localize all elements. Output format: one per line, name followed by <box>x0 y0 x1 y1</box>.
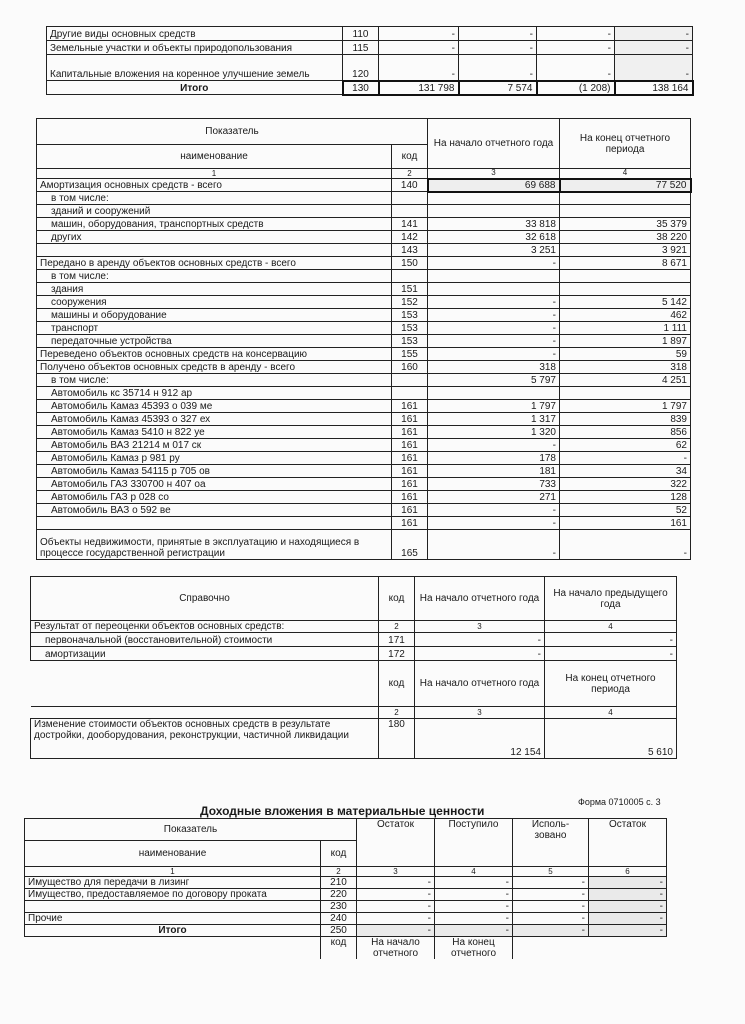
row-value: - <box>459 41 537 55</box>
section-title: Доходные вложения в материальные ценности <box>200 804 485 818</box>
row-code: 161 <box>392 413 428 426</box>
row-label: Автомобиль Камаз 45393 о 327 ех <box>37 413 392 426</box>
t4-header-indicator: Показатель <box>25 819 357 841</box>
row-value: - <box>537 55 615 81</box>
row-value: - <box>513 913 589 925</box>
reference-num-2: 2 <box>379 621 415 633</box>
form-label: Форма 0710005 с. 3 <box>578 797 661 807</box>
table-row <box>37 244 691 257</box>
row-value: - <box>379 27 459 41</box>
row-value: - <box>589 925 667 937</box>
row-value: 7 574 <box>459 81 537 95</box>
row-end: 318 <box>560 361 691 374</box>
header-num-4: 4 <box>560 169 691 179</box>
row-label: Прочие <box>25 913 321 925</box>
row-value: - <box>615 41 693 55</box>
reference-table <box>30 576 677 759</box>
row-label: сооружения <box>37 296 392 309</box>
table-row <box>37 348 691 361</box>
row-start: - <box>428 309 560 322</box>
row-start: 5 797 <box>428 374 560 387</box>
row-label: Автомобиль Камаз 54115 р 705 ов <box>37 465 392 478</box>
table-row <box>37 387 691 400</box>
row-start <box>428 192 560 205</box>
row-label <box>37 244 392 257</box>
table-row <box>37 517 691 530</box>
revaluation-initial-prev: - <box>545 633 677 647</box>
row-end: 5 142 <box>560 296 691 309</box>
row-code: 153 <box>392 309 428 322</box>
realty-start: - <box>428 530 560 560</box>
table-row <box>47 41 693 55</box>
row-code: 153 <box>392 322 428 335</box>
row-label: здания <box>37 283 392 296</box>
row-end <box>560 283 691 296</box>
row-label: Передано в аренду объектов основных средств - всего <box>37 257 392 270</box>
table-row <box>37 504 691 517</box>
table-row <box>25 913 667 925</box>
blank-cell <box>31 707 379 719</box>
header-start: На начало отчетного года <box>428 119 560 169</box>
row-label: Автомобиль ВАЗ 21214 м 017 ск <box>37 439 392 452</box>
t4-num-4: 4 <box>435 867 513 877</box>
table-row <box>37 296 691 309</box>
table-row <box>37 335 691 348</box>
row-code <box>392 205 428 218</box>
header-num-1: 1 <box>37 169 392 179</box>
row-code: 220 <box>321 889 357 901</box>
row-code: 210 <box>321 877 357 889</box>
header-num-3: 3 <box>428 169 560 179</box>
table-row <box>47 55 693 81</box>
row-value: 131 798 <box>379 81 459 95</box>
row-label: Получено объектов основных средств в аренду - всего <box>37 361 392 374</box>
row-start: - <box>428 296 560 309</box>
row-code: 161 <box>392 452 428 465</box>
table-row <box>37 270 691 283</box>
row-label: Итого <box>47 81 343 95</box>
row-code: 142 <box>392 231 428 244</box>
row-label: Автомобиль ГАЗ 330700 н 407 оа <box>37 478 392 491</box>
row-label: машин, оборудования, транспортных средств <box>37 218 392 231</box>
row-code: 161 <box>392 517 428 530</box>
change-start-header: На начало отчетного года <box>415 661 545 707</box>
row-value: - <box>357 877 435 889</box>
row-code: 150 <box>392 257 428 270</box>
t4-header-received: Поступило <box>435 819 513 867</box>
table-row <box>37 322 691 335</box>
table-row <box>25 925 667 937</box>
row-code: 230 <box>321 901 357 913</box>
row-end: 8 671 <box>560 257 691 270</box>
row-value: - <box>589 877 667 889</box>
t4-num-6: 6 <box>589 867 667 877</box>
row-value: - <box>513 925 589 937</box>
row-label: Автомобиль ВАЗ о 592 ве <box>37 504 392 517</box>
row-end: 322 <box>560 478 691 491</box>
change-code-header: код <box>379 661 415 707</box>
row-value: - <box>615 27 693 41</box>
reference-code-header: код <box>379 577 415 621</box>
row-label: зданий и сооружений <box>37 205 392 218</box>
row-end: 128 <box>560 491 691 504</box>
change-num-3: 3 <box>415 707 545 719</box>
realty-end: - <box>560 530 691 560</box>
row-code: 161 <box>392 504 428 517</box>
header-name: наименование <box>37 145 392 169</box>
row-value: - <box>589 889 667 901</box>
row-start: - <box>428 348 560 361</box>
revaluation-initial-label: первоначальной (восстановительной) стоимости <box>31 633 379 647</box>
row-end: 77 520 <box>560 179 691 192</box>
row-value: - <box>435 925 513 937</box>
row-label: Имущество для передачи в лизинг <box>25 877 321 889</box>
row-end: 59 <box>560 348 691 361</box>
row-code <box>392 192 428 205</box>
revaluation-initial-start: - <box>415 633 545 647</box>
row-code <box>392 270 428 283</box>
row-end: 4 251 <box>560 374 691 387</box>
row-start: 181 <box>428 465 560 478</box>
row-start: 271 <box>428 491 560 504</box>
row-value: - <box>379 41 459 55</box>
change-end: 5 610 <box>545 719 677 759</box>
row-label: в том числе: <box>37 192 392 205</box>
row-label <box>37 517 392 530</box>
row-value: - <box>459 27 537 41</box>
table-row <box>37 374 691 387</box>
row-value: - <box>513 889 589 901</box>
row-end: 1 111 <box>560 322 691 335</box>
table-row <box>47 27 693 41</box>
row-start <box>428 387 560 400</box>
row-end: 1 797 <box>560 400 691 413</box>
t4-num-2: 2 <box>321 867 357 877</box>
row-code: 161 <box>392 400 428 413</box>
row-code: 155 <box>392 348 428 361</box>
t4-header-rest2: Остаток <box>589 819 667 867</box>
realty-code: 165 <box>392 530 428 560</box>
change-num-2: 2 <box>379 707 415 719</box>
row-value: - <box>459 55 537 81</box>
table-row <box>37 283 691 296</box>
row-label: Другие виды основных средств <box>47 27 343 41</box>
row-code: 240 <box>321 913 357 925</box>
row-code: 141 <box>392 218 428 231</box>
revaluation-amort-code: 172 <box>379 647 415 661</box>
row-code: 120 <box>343 55 379 81</box>
change-label: Изменение стоимости объектов основных средств в результате достройки, дооборудования, реконструкции, частичной ликвидации <box>31 719 379 759</box>
row-code: 130 <box>343 81 379 95</box>
row-value: - <box>589 901 667 913</box>
row-start: 32 618 <box>428 231 560 244</box>
row-label: Имущество, предоставляемое по договору проката <box>25 889 321 901</box>
row-label: Автомобиль Камаз 45393 о 039 ме <box>37 400 392 413</box>
reference-num-4: 4 <box>545 621 677 633</box>
reference-prev-header: На начало предыдущего года <box>545 577 677 621</box>
row-code: 140 <box>392 179 428 192</box>
t4-header-used: Исполь- зовано <box>513 819 589 867</box>
table-row <box>47 81 693 95</box>
row-start: - <box>428 322 560 335</box>
t4-footer-end: На конец отчетного <box>435 937 513 960</box>
row-value: - <box>435 877 513 889</box>
row-start: 69 688 <box>428 179 560 192</box>
row-code: 161 <box>392 478 428 491</box>
table-row <box>37 413 691 426</box>
t4-header-name: наименование <box>25 841 321 867</box>
row-value: - <box>513 901 589 913</box>
row-value: - <box>615 55 693 81</box>
table-row <box>37 478 691 491</box>
table-row <box>37 452 691 465</box>
row-start: - <box>428 517 560 530</box>
realty-label: Объекты недвижимости, принятые в эксплуатацию и находящиеся в процессе государственной регистрации <box>37 530 392 560</box>
header-code: код <box>392 145 428 169</box>
table-row <box>37 400 691 413</box>
header-num-2: 2 <box>392 169 428 179</box>
income-investments-table <box>24 818 667 959</box>
t4-num-3: 3 <box>357 867 435 877</box>
row-code <box>392 387 428 400</box>
row-start: 33 818 <box>428 218 560 231</box>
row-start: - <box>428 335 560 348</box>
t4-footer-code: код <box>321 937 357 960</box>
table-row <box>25 901 667 913</box>
row-start: - <box>428 439 560 452</box>
row-end: 52 <box>560 504 691 517</box>
row-start: 3 251 <box>428 244 560 257</box>
table-row <box>37 426 691 439</box>
row-start: - <box>428 504 560 517</box>
row-label: Земельные участки и объекты природопользования <box>47 41 343 55</box>
row-label: Переведено объектов основных средств на консервацию <box>37 348 392 361</box>
row-label: Амортизация основных средств - всего <box>37 179 392 192</box>
row-end: 1 897 <box>560 335 691 348</box>
reference-num-3: 3 <box>415 621 545 633</box>
header-end: На конец отчетного периода <box>560 119 691 169</box>
table-row <box>37 361 691 374</box>
table-row <box>37 491 691 504</box>
row-code: 143 <box>392 244 428 257</box>
row-code: 250 <box>321 925 357 937</box>
reference-start-header: На начало отчетного года <box>415 577 545 621</box>
row-code: 153 <box>392 335 428 348</box>
row-end: - <box>560 452 691 465</box>
row-start: 1 317 <box>428 413 560 426</box>
row-code: 151 <box>392 283 428 296</box>
reference-label: Справочно <box>31 577 379 621</box>
t4-footer-start: На начало отчетного <box>357 937 435 960</box>
table-row <box>37 179 691 192</box>
row-start <box>428 270 560 283</box>
row-code <box>392 374 428 387</box>
row-label: Автомобиль кс 35714 н 912 ар <box>37 387 392 400</box>
row-start <box>428 205 560 218</box>
revaluation-amort-start: - <box>415 647 545 661</box>
row-start: - <box>428 257 560 270</box>
row-value: - <box>435 889 513 901</box>
row-label: транспорт <box>37 322 392 335</box>
fixed-assets-table-tail <box>46 26 694 96</box>
row-start <box>428 283 560 296</box>
revaluation-initial-code: 171 <box>379 633 415 647</box>
change-code: 180 <box>379 719 415 759</box>
row-value: - <box>435 901 513 913</box>
table-row <box>37 231 691 244</box>
row-end: 161 <box>560 517 691 530</box>
row-start: 733 <box>428 478 560 491</box>
table-row <box>37 218 691 231</box>
table-row <box>37 192 691 205</box>
table-row <box>25 889 667 901</box>
row-label <box>25 901 321 913</box>
change-end-header: На конец отчетного периода <box>545 661 677 707</box>
row-value: (1 208) <box>537 81 615 95</box>
row-code: 161 <box>392 491 428 504</box>
row-label: Итого <box>25 925 321 937</box>
revaluation-amort-prev: - <box>545 647 677 661</box>
revaluation-title: Результат от переоценки объектов основных средств: <box>31 621 379 633</box>
row-code: 161 <box>392 465 428 478</box>
row-label: Капитальные вложения на коренное улучшение земель <box>47 55 343 81</box>
row-end: 34 <box>560 465 691 478</box>
row-code: 152 <box>392 296 428 309</box>
blank-cell <box>513 937 589 960</box>
row-code: 161 <box>392 439 428 452</box>
row-label: машины и оборудование <box>37 309 392 322</box>
blank-cell <box>31 661 379 707</box>
row-label: передаточные устройства <box>37 335 392 348</box>
row-value: - <box>435 913 513 925</box>
header-indicator: Показатель <box>37 119 428 145</box>
row-end: 35 379 <box>560 218 691 231</box>
row-value: 138 164 <box>615 81 693 95</box>
table-row <box>25 877 667 889</box>
row-value: - <box>357 889 435 901</box>
row-end: 62 <box>560 439 691 452</box>
row-end <box>560 192 691 205</box>
row-start: 1 320 <box>428 426 560 439</box>
row-end <box>560 205 691 218</box>
t4-header-code: код <box>321 841 357 867</box>
row-label: Автомобиль ГАЗ р 028 со <box>37 491 392 504</box>
row-label: других <box>37 231 392 244</box>
t4-num-1: 1 <box>25 867 321 877</box>
row-label: в том числе: <box>37 270 392 283</box>
table-row <box>37 205 691 218</box>
row-value: - <box>379 55 459 81</box>
row-code: 115 <box>343 41 379 55</box>
row-value: - <box>589 913 667 925</box>
change-num-4: 4 <box>545 707 677 719</box>
row-end: 839 <box>560 413 691 426</box>
row-value: - <box>357 901 435 913</box>
row-value: - <box>357 913 435 925</box>
t4-num-5: 5 <box>513 867 589 877</box>
row-end <box>560 270 691 283</box>
row-code: 160 <box>392 361 428 374</box>
row-value: - <box>537 41 615 55</box>
row-end: 856 <box>560 426 691 439</box>
row-value: - <box>357 925 435 937</box>
row-end <box>560 387 691 400</box>
t4-header-rest1: Остаток <box>357 819 435 867</box>
row-end: 3 921 <box>560 244 691 257</box>
change-start: 12 154 <box>415 719 545 759</box>
row-value: - <box>513 877 589 889</box>
table-row <box>37 257 691 270</box>
fixed-assets-details-table <box>36 118 692 560</box>
row-start: 1 797 <box>428 400 560 413</box>
table-row <box>37 465 691 478</box>
blank-cell <box>25 937 321 960</box>
row-label: Автомобиль Камаз 5410 н 822 уе <box>37 426 392 439</box>
row-code: 110 <box>343 27 379 41</box>
row-start: 318 <box>428 361 560 374</box>
table-row <box>37 309 691 322</box>
row-end: 38 220 <box>560 231 691 244</box>
row-start: 178 <box>428 452 560 465</box>
table-row <box>37 439 691 452</box>
revaluation-amort-label: амортизации <box>31 647 379 661</box>
row-label: в том числе: <box>37 374 392 387</box>
blank-cell <box>589 937 667 960</box>
row-value: - <box>537 27 615 41</box>
row-label: Автомобиль Камаз р 981 ру <box>37 452 392 465</box>
row-code: 161 <box>392 426 428 439</box>
row-end: 462 <box>560 309 691 322</box>
